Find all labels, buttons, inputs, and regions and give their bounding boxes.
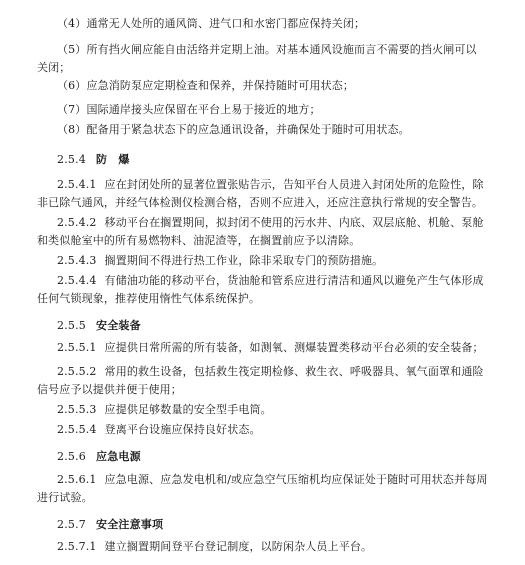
clause-2-5-6-1-line1 (57, 472, 497, 487)
section-number: 2.5.7 (57, 518, 86, 531)
list-item-8: （8）配备用于紧急状态下的应急通讯设备，并确保处于随时可用状态。 (57, 123, 410, 136)
clause-number: 2.5.4.2 (57, 216, 97, 229)
section-title: 安全注意事项 (96, 518, 164, 531)
section-heading-2-5-6 (57, 449, 141, 464)
clause-number: 2.5.6.1 (57, 473, 97, 486)
section-number: 2.5.4 (57, 153, 86, 166)
section-heading-2-5-7 (57, 517, 163, 532)
list-item-6: （6）应急消防泵应定期检查和保养，并保持随时可用状态； (57, 79, 355, 92)
clause-text: 应提供足够数量的安全型手电筒。 (104, 403, 272, 416)
clause-number: 2.5.5.1 (57, 341, 97, 354)
list-item-5-line1: （5）所有挡火闸应能自由活络并定期上油。对基本通风设施而言不需要的挡火闸可以 (57, 43, 477, 56)
clause-number: 2.5.4.1 (57, 178, 97, 191)
clause-text: 常用的救生设备，包括救生筏定期检修、救生衣、呼吸器具、氧气面罩和通险 (104, 365, 484, 378)
section-title: 安全装备 (96, 319, 141, 332)
list-item-5-line2: 关闭； (37, 61, 71, 74)
clause-2-5-5-2-line1 (57, 364, 497, 379)
clause-2-5-4-4-line2: 任何气锁现象，推荐使用惰性气体系统保护。 (37, 292, 260, 305)
clause-2-5-5-3 (57, 402, 497, 417)
list-item-7: （7）国际通岸接头应保留在平台上易于接近的地方； (57, 103, 321, 116)
clause-text: 应急电源、应急发电机和/或应急空气压缩机均应保证处于随时可用状态并每周 (104, 473, 488, 486)
clause-2-5-7-1 (57, 539, 497, 554)
clause-number: 2.5.4.3 (57, 254, 97, 267)
clause-text: 移动平台在搁置期间，拟封闭不使用的污水井、内底、双层底舱、机舱、泵舱 (104, 216, 484, 229)
clause-number: 2.5.5.3 (57, 403, 97, 416)
clause-2-5-4-2-line2: 和类似舱室中的所有易燃物料、油泥渣等，在搁置前应予以清除。 (37, 234, 361, 247)
clause-text: 有储油功能的移动平台，货油舱和管系应进行清洁和通风以避免产生气体形成 (104, 274, 484, 287)
clause-number: 2.5.5.2 (57, 365, 97, 378)
section-number: 2.5.6 (57, 450, 86, 463)
clause-2-5-4-1-line2: 非已除气通风，并经气体检测仪检测合格，否则不应进入，还应注意执行常规的安全警告。 (37, 196, 483, 209)
clause-2-5-5-1 (57, 340, 497, 355)
clause-2-5-4-3 (57, 253, 497, 268)
section-heading-2-5-5 (57, 318, 141, 333)
clause-text: 应在封闭处所的显著位置张贴告示，告知平台人员进入封闭处所的危险性，除 (104, 178, 484, 191)
clause-2-5-5-4 (57, 422, 497, 437)
clause-2-5-5-2-line2: 信号应予以提供并便于使用； (37, 383, 182, 396)
clause-number: 2.5.4.4 (57, 274, 97, 287)
list-item-4: （4）通常无人处所的通风筒、进气口和水密门都应保持关闭； (57, 17, 366, 30)
clause-2-5-4-4-line1 (57, 273, 497, 288)
clause-text: 登离平台设施应保持良好状态。 (104, 423, 261, 436)
section-title: 应急电源 (96, 450, 141, 463)
clause-2-5-4-2-line1 (57, 215, 497, 230)
section-heading-2-5-4 (57, 152, 130, 167)
clause-text: 搁置期间不得进行热工作业，除非采取专门的预防措施。 (104, 254, 384, 267)
clause-2-5-4-1-line1 (57, 177, 497, 192)
section-title: 防 爆 (96, 153, 130, 166)
section-number: 2.5.5 (57, 319, 86, 332)
clause-2-5-6-1-line2: 进行试验。 (37, 491, 93, 504)
clause-number: 2.5.5.4 (57, 423, 97, 436)
clause-number: 2.5.7.1 (57, 540, 97, 553)
clause-text: 建立搁置期间登平台登记制度，以防闲杂人员上平台。 (104, 540, 373, 553)
clause-text: 应提供日常所需的所有装备，如测氧、测爆装置类移动平台必须的安全装备； (104, 341, 484, 354)
